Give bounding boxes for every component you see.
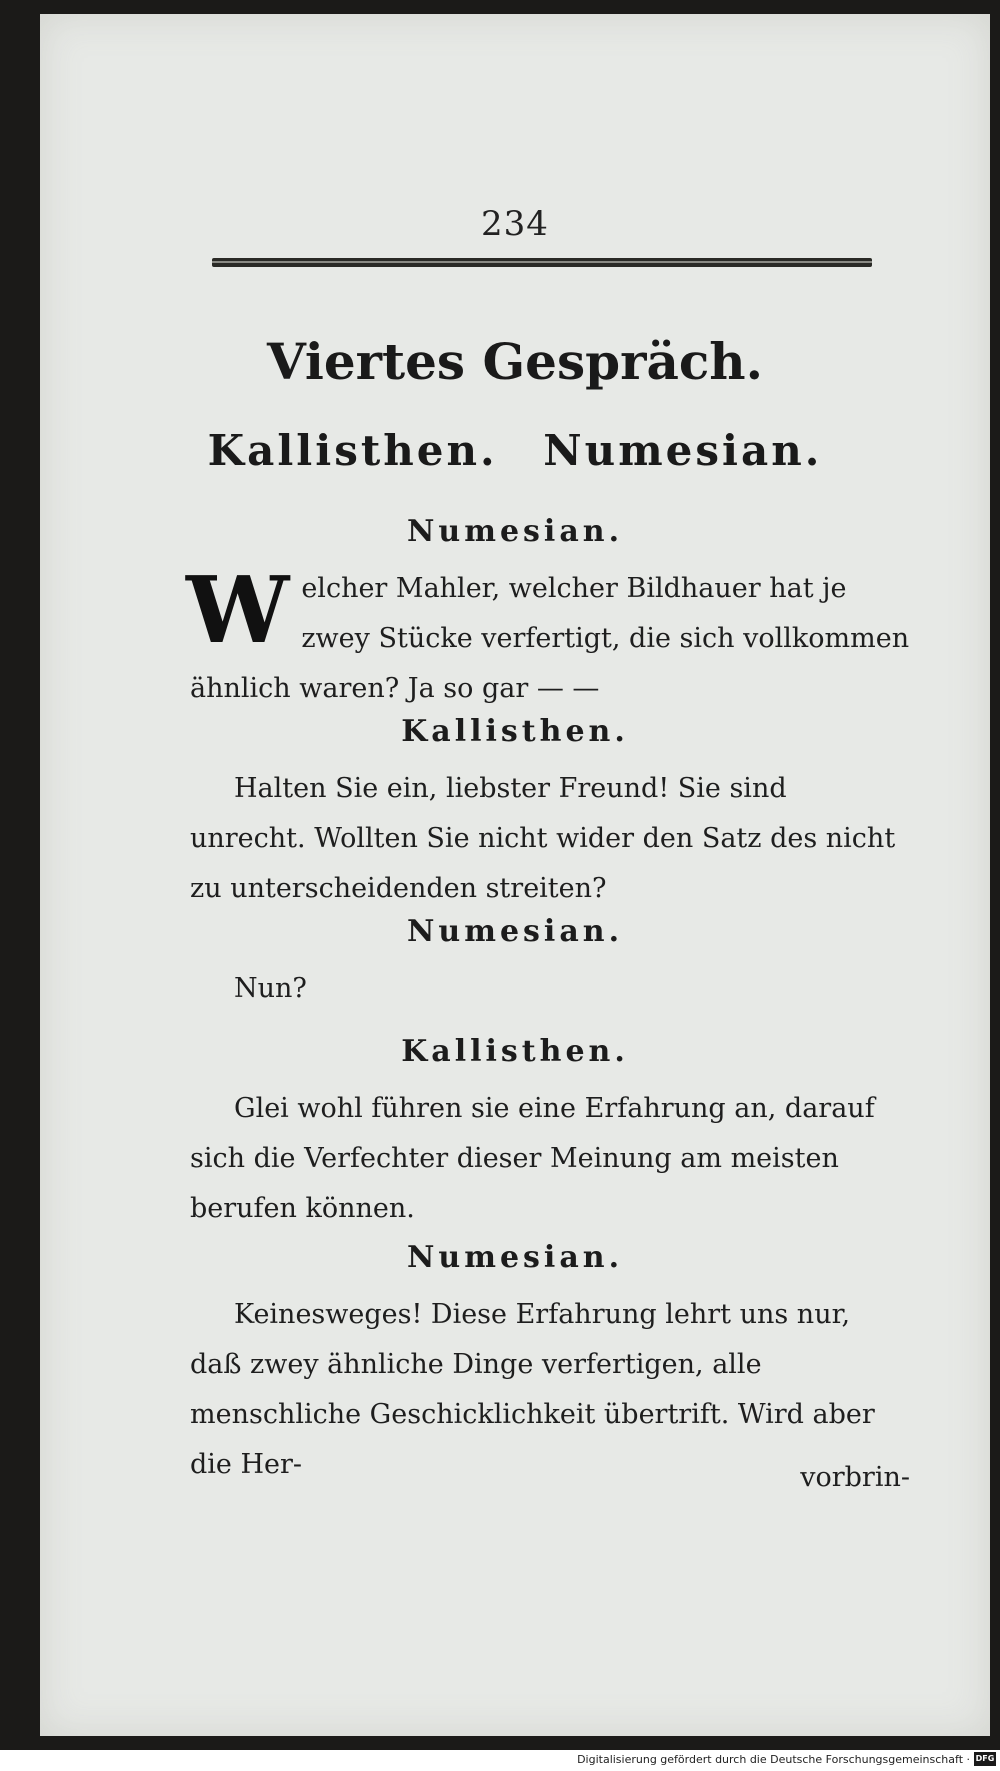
speaker-heading: Numesian. [406, 914, 624, 949]
speaker-heading: Numesian. [406, 514, 624, 549]
drop-cap: W [186, 556, 290, 664]
dialogue-personae: Kallisthen. Numesian. [207, 426, 823, 475]
dfg-logo: DFG [974, 1752, 996, 1766]
header-rule [212, 258, 872, 267]
dialogue-paragraph: Keinesweges! Diese Erfahrung lehrt uns nur, daß zwey ähnliche Dinge verfertigen, alle menschliche Geschicklichkeit übertrift. Wird aber die Her- [190, 1299, 875, 1480]
book-page [40, 14, 990, 1736]
dialogue-paragraph: Halten Sie ein, liebster Freund! Sie sind unrecht. Wollten Sie nicht wider den Satz des nicht zu unterscheidenden streiten? [190, 773, 896, 904]
speaker-heading: Kallisthen. [401, 1034, 629, 1069]
speaker-heading: Numesian. [406, 1240, 624, 1275]
dialogue-paragraph: Glei wohl führen sie eine Erfahrung an, darauf sich die Verfechter dieser Meinung am meisten berufen können. [190, 1093, 875, 1224]
footer-credit: Digitalisierung gefördert durch die Deutsche Forschungsgemeinschaft · [577, 1753, 970, 1766]
paragraph-text: elcher Mahler, welcher Bildhauer hat je zwey Stücke verfertigt, die sich vollkommen ähnlich waren? Ja so gar — — [190, 573, 910, 704]
dialogue-paragraph [186, 556, 910, 714]
catchword: vorbrin- [800, 1462, 910, 1493]
dialogue-paragraph: Nun? [234, 973, 307, 1004]
chapter-title: Viertes Gespräch. [266, 332, 764, 391]
page-number: 234 [481, 204, 549, 244]
speaker-heading: Kallisthen. [401, 714, 629, 749]
